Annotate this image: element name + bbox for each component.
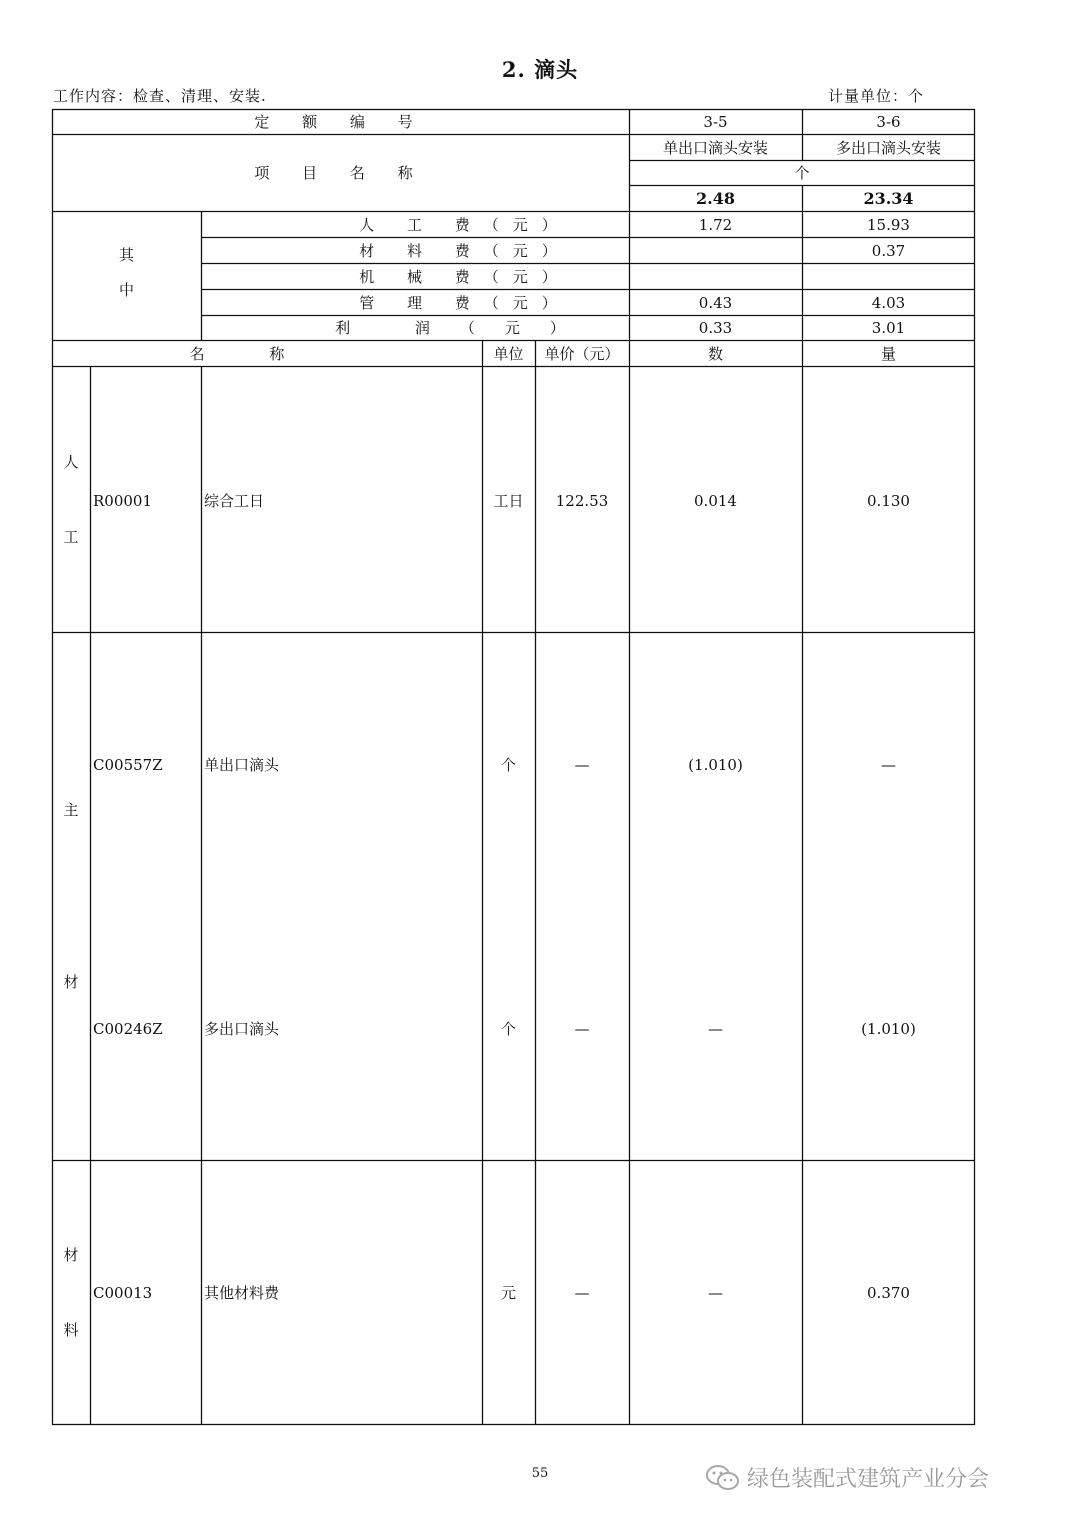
table-row-price: —: [574, 1019, 590, 1038]
group-material: [52, 1248, 90, 1338]
table-row-name: 多出口滴头: [204, 1019, 280, 1038]
among-label: [52, 248, 201, 298]
table-row-price: —: [574, 755, 590, 774]
base-price-3-6: 23.34: [863, 189, 914, 208]
table-row-qty-3-6: 0.370: [867, 1283, 910, 1302]
quota-code-3-5: 3-5: [703, 112, 728, 131]
table-row-name: 综合工日: [204, 491, 265, 510]
quota-code-3-6: 3-6: [876, 112, 901, 131]
column-unit-header: 单位: [493, 344, 524, 363]
watermark: [705, 1462, 989, 1493]
table-row-name: 其他材料费: [204, 1283, 280, 1302]
page-number: 55: [531, 1466, 549, 1481]
table-row-code: R00001: [93, 491, 153, 510]
group-main-material-char-2: 材: [63, 973, 79, 991]
material-cost-3-6: 0.37: [871, 241, 906, 260]
group-labor-char-1: 人: [63, 453, 79, 471]
among-label-1: 其: [118, 246, 134, 264]
machinery-cost-3-5: [629, 264, 802, 290]
item-name-multi-outlet: 多出口滴头安装: [835, 138, 941, 157]
base-price-3-5: 2.48: [696, 189, 735, 208]
labor-cost-label: 人 工 费（元）: [359, 215, 571, 234]
labor-cost-3-6: 15.93: [867, 215, 910, 234]
management-cost-3-6: 4.03: [871, 293, 906, 312]
quota-code-label: 定 额 编 号: [254, 112, 427, 131]
work-content: 工作内容：检查、清理、安装.: [53, 87, 267, 105]
unit-note: 计量单位：个: [828, 87, 925, 105]
item-name-label: 项 目 名 称: [254, 163, 427, 182]
table-row-code: C00246Z: [93, 1019, 163, 1038]
group-labor-char-2: 工: [63, 528, 79, 546]
table-row-name: 单出口滴头: [204, 755, 280, 774]
table-row-code: C00557Z: [93, 755, 163, 774]
table-row-qty-3-6: (1.010): [861, 1019, 916, 1038]
table-row-qty-3-6: 0.130: [867, 491, 910, 510]
column-price-header: 单价（元）: [544, 344, 620, 363]
table-row-qty-3-5: —: [708, 1019, 723, 1038]
management-cost-label: 管 理 费（元）: [359, 293, 571, 312]
item-name-single-outlet: 单出口滴头安装: [662, 138, 768, 157]
group-material-char-1: 材: [63, 1246, 79, 1264]
column-qty-header-1: 数: [707, 344, 723, 363]
table-row-unit: 个: [500, 755, 516, 774]
item-unit: 个: [794, 163, 810, 182]
management-cost-3-5: 0.43: [698, 293, 733, 312]
column-name-header: 名 称: [189, 344, 315, 363]
machinery-cost-label: 机 械 费（元）: [359, 267, 571, 286]
profit-3-6: 3.01: [871, 319, 906, 337]
material-cost-label: 材 料 费（元）: [359, 241, 571, 260]
table-row-unit: 个: [500, 1019, 516, 1038]
group-material-char-2: 料: [63, 1321, 79, 1339]
group-main-material-char-1: 主: [63, 801, 79, 819]
table-row-qty-3-5: —: [708, 1283, 723, 1302]
table-row-code: C00013: [93, 1283, 153, 1302]
profit-3-5: 0.33: [698, 319, 733, 337]
page-title: 2. 滴头: [501, 57, 579, 82]
machinery-cost-3-6: [802, 264, 975, 290]
profit-label: 利 润（元）: [335, 319, 595, 337]
table-row-unit: 元: [500, 1283, 516, 1302]
watermark-text: 绿色装配式建筑产业分会: [747, 1467, 990, 1492]
table-row-unit: 工日: [493, 491, 524, 510]
table-row-qty-3-5: 0.014: [694, 491, 737, 510]
column-qty-header-2: 量: [880, 344, 896, 363]
group-main-material: [52, 803, 90, 990]
table-row-qty-3-6: —: [881, 755, 896, 774]
table-row-price: 122.53: [555, 491, 609, 510]
wechat-icon: [705, 1463, 741, 1493]
table-row-price: —: [574, 1283, 590, 1302]
among-label-2: 中: [118, 281, 134, 299]
material-cost-3-5: [629, 238, 802, 264]
table-row-qty-3-5: (1.010): [688, 755, 743, 774]
labor-cost-3-5: 1.72: [698, 215, 733, 234]
group-labor: [52, 455, 90, 545]
